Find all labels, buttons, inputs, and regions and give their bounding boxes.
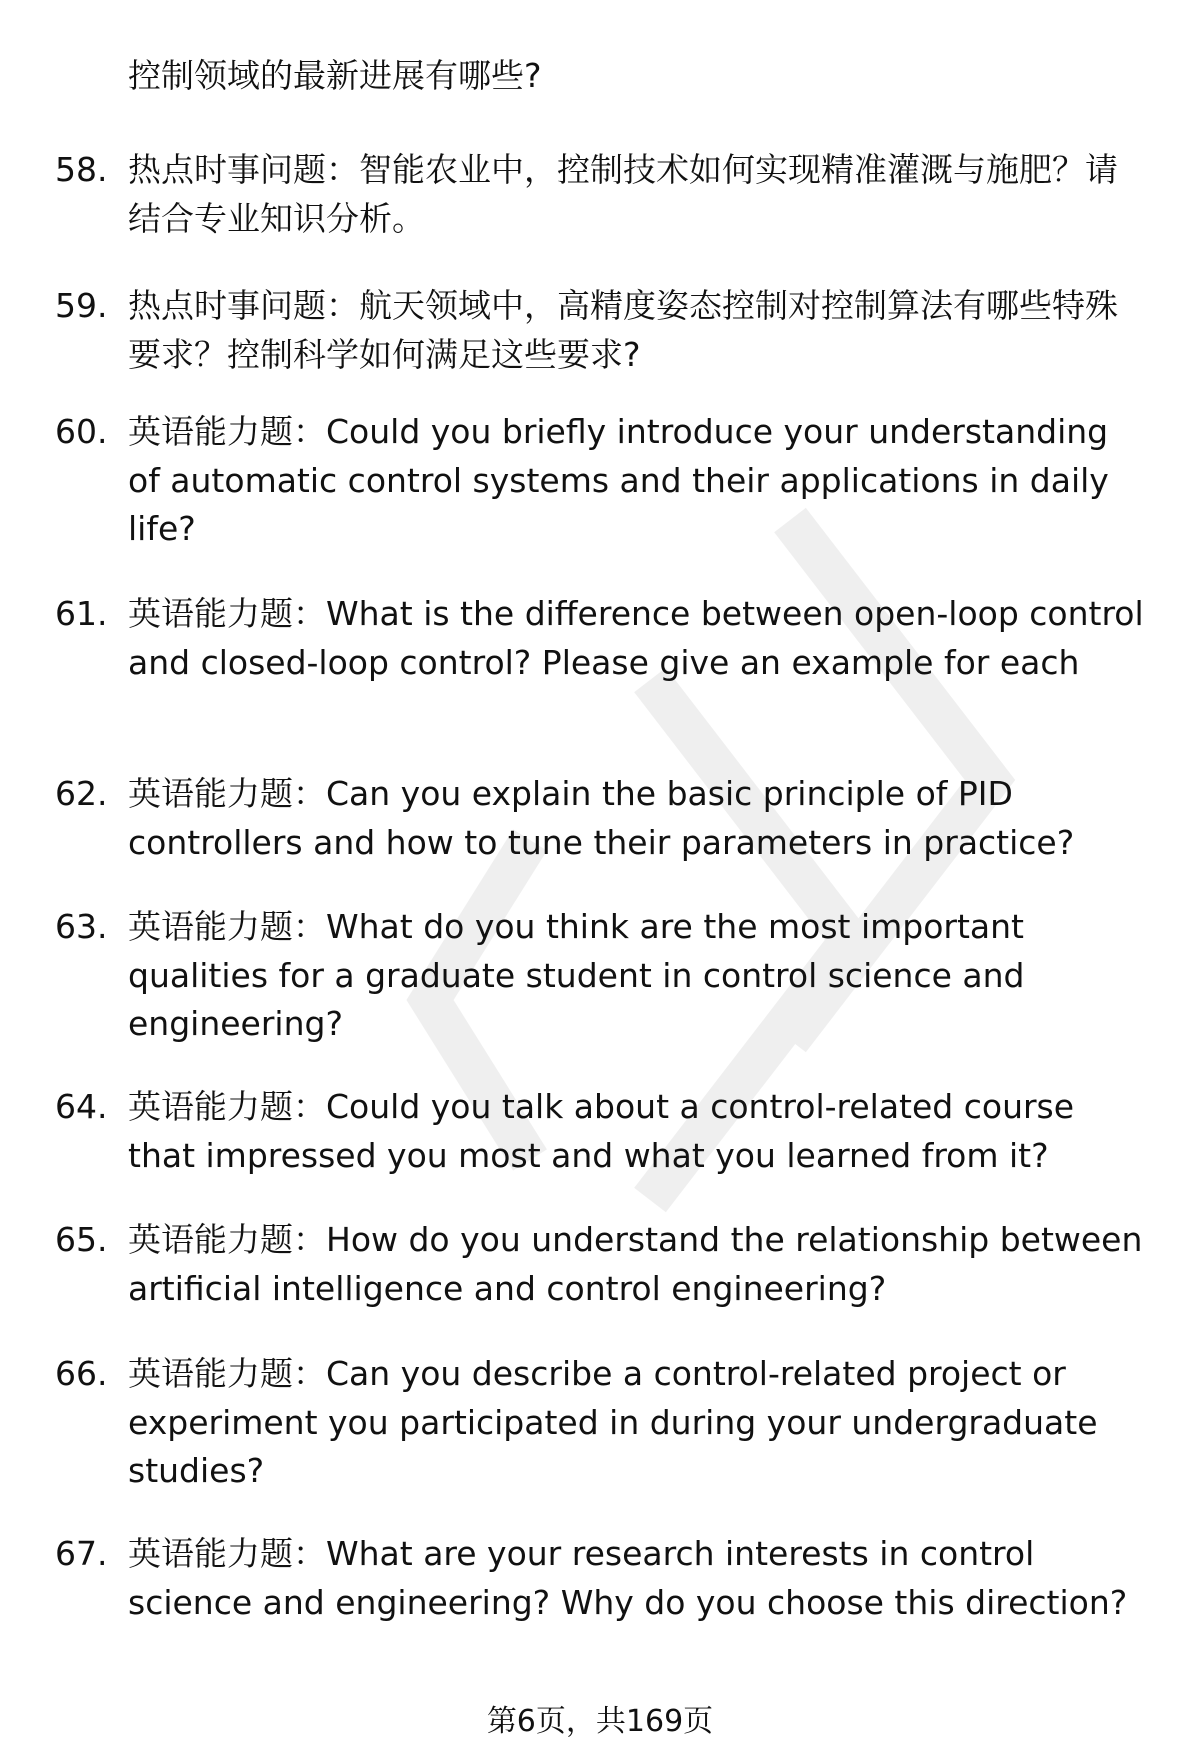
question-number: 65. <box>55 1220 108 1259</box>
question-number: 64. <box>55 1087 108 1126</box>
question-text: 英语能力题：Can you explain the basic principle of PID controllers and how to tune their parameters in practice? <box>128 774 1075 862</box>
question-number: 63. <box>55 907 108 946</box>
question-text: 英语能力题：Can you describe a control-related project or experiment you participated in during your undergraduate studies? <box>128 1354 1098 1490</box>
question-text: 英语能力题：Could you talk about a control-related course that impressed you most and what you learned from it? <box>128 1087 1075 1175</box>
question-number: 61. <box>55 594 108 633</box>
question-text: 英语能力题：What is the difference between open-loop control and closed-loop control? Please give an example for each <box>128 594 1144 682</box>
question-number: 66. <box>55 1354 108 1393</box>
question-text: 英语能力题：Could you briefly introduce your understanding of automatic control systems and their applications in daily life? <box>128 412 1109 548</box>
question-number: 67. <box>55 1534 108 1573</box>
question-text: 英语能力题：What do you think are the most important qualities for a graduate student in control science and engineering? <box>128 907 1025 1043</box>
continuation-text: 控制领域的最新进展有哪些? <box>128 56 542 95</box>
question-number: 62. <box>55 774 108 813</box>
question-number: 59. <box>55 286 108 325</box>
question-number: 58. <box>55 150 108 189</box>
question-text: 热点时事问题：航天领域中，高精度姿态控制对控制算法有哪些特殊要求？控制科学如何满足这些要求? <box>128 286 1118 374</box>
question-text: 英语能力题：What are your research interests in control science and engineering? Why do you choose this direction? <box>128 1534 1128 1622</box>
question-text: 英语能力题：How do you understand the relationship between artificial intelligence and control engineering? <box>128 1220 1143 1308</box>
page-number: 第6页，共169页 <box>486 1704 714 1739</box>
question-number: 60. <box>55 412 108 451</box>
question-text: 热点时事问题：智能农业中，控制技术如何实现精准灌溉与施肥？请结合专业知识分析。 <box>128 150 1118 238</box>
